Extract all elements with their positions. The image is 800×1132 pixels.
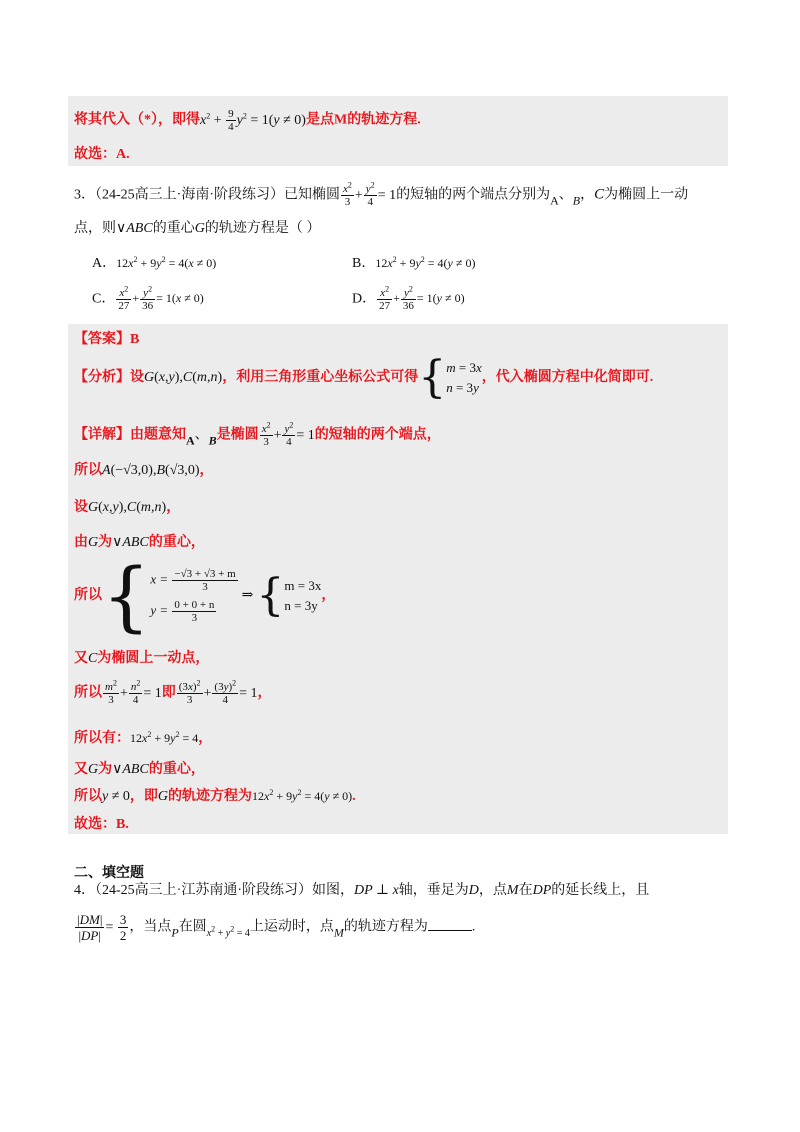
section-title: 二、填空题 bbox=[74, 866, 144, 881]
q3-stem-line2: 点，则∨ABC的重心G的轨迹方程是（ ） bbox=[74, 221, 321, 236]
q3-option-b[interactable]: B．$12x^2 + 9y^2 = 4(y \ne 0)$ bbox=[352, 255, 476, 271]
detail-l3: 由G为∨ABC的重心， bbox=[74, 535, 205, 550]
detail-l2: 设G(x,y),C(m,n)， bbox=[74, 500, 181, 515]
detail-l9: 所以y ≠ 0，即G的轨迹方程为$12x^2 + 9y^2 = 4(y \ne 0)$. bbox=[74, 788, 356, 804]
q3-ellipse-eq: $\frac{x^2}{3}$ + $\frac{y^2}{4}$ = 1 bbox=[343, 180, 397, 208]
answer-label: 【答案】B bbox=[74, 332, 140, 347]
q4-ratio: $\frac{|DM|}{|DP|}$ = $\frac{3}{2}$ bbox=[77, 912, 127, 943]
answer-choose-line: 故选：B. bbox=[74, 817, 129, 832]
q3-source: （24-25高三上·海南·阶段练习） bbox=[95, 187, 284, 203]
previous-conclusion-line: 将其代入（*），即得$x^2$ + $\frac{9}{4}$ $y^2 = 1(y \ne 0)$是点M的轨迹方程. bbox=[74, 108, 421, 133]
q3-option-a[interactable]: A．$12x^2 + 9y^2 = 4(x \ne 0)$ bbox=[92, 255, 217, 271]
q3-option-d[interactable]: D． $\frac{x^2}{27}$ + $\frac{y^2}{36}$ = 1(y ≠ 0) bbox=[352, 284, 465, 312]
q4-stem-line1: 4．（24-25高三上·江苏南通·阶段练习）如图，DP ⊥ x轴，垂足为D，点M在DP的延长线上，且 bbox=[74, 883, 650, 898]
analysis-line: 【分析】设G(x,y),C(m,n)，利用三角形重心坐标公式可得{ m = 3x n = 3y ，代入椭圆方程中化简即可. bbox=[74, 352, 654, 403]
detail-l8: 又G为∨ABC的重心， bbox=[74, 762, 205, 777]
detail-line: 【详解】由题意知A、B是椭圆 $\frac{x^2}{3}$ + $\frac{y^2}{4}$ = 1的短轴的两个端点， bbox=[74, 420, 441, 448]
previous-choose-line: 故选：A. bbox=[74, 147, 130, 162]
q4-stem-line2: $\frac{|DM|}{|DP|}$ = $\frac{3}{2}$ ，当点P在圆$_{x^2 + y^2 = 4}$上运动时，点M的轨迹方程为 . bbox=[74, 912, 475, 943]
q4-source: （24-25高三上·江苏南通·阶段练习） bbox=[95, 883, 312, 898]
detail-l4-system: 所以{ x = $\frac{-√3 + √3 + m}{3}$ y = $\frac{0 + 0 + n}{3}$ ⇒{ m = 3x n = 3y ， bbox=[74, 551, 336, 640]
detail-l1: 所以A(−√3,0),B(√3,0)， bbox=[74, 463, 214, 478]
q3-stem-line1: 3．（24-25高三上·海南·阶段练习）已知椭圆 $\frac{x^2}{3}$ + $\frac{y^2}{4}$ = 1的短轴的两个端点分别为A、B，C为椭圆上一动 bbox=[74, 180, 689, 208]
detail-l5: 又C为椭圆上一动点， bbox=[74, 651, 210, 666]
q3-option-c[interactable]: C． $\frac{x^2}{27}$ + $\frac{y^2}{36}$ = 1(x ≠ 0) bbox=[92, 284, 204, 312]
q4-answer-blank[interactable] bbox=[428, 930, 472, 931]
detail-l7: 所以有：$12x^2 + 9y^2 = 4$， bbox=[74, 730, 213, 746]
detail-l6: 所以 $\frac{m^2}{3}$ + $\frac{n^2}{4}$ = 1即 $\frac{(3x)^2}{3}$ + $\frac{(3y)^2}{4}$ = 1， bbox=[74, 678, 272, 706]
